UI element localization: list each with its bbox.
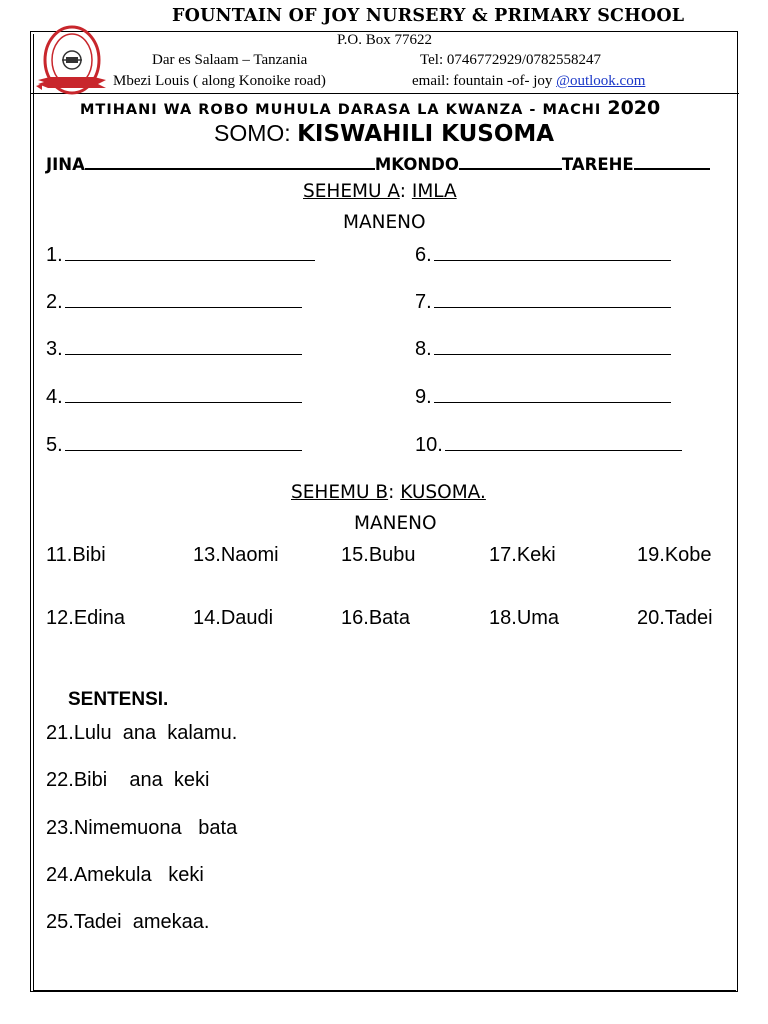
section-a-colon: : bbox=[399, 181, 412, 202]
sentence-number: 25. bbox=[46, 911, 74, 933]
word-text: Bata bbox=[368, 607, 410, 629]
dictation-item bbox=[415, 244, 671, 267]
word-text: Bibi bbox=[72, 544, 106, 566]
sentence-text: Lulu ana kalamu. bbox=[73, 722, 238, 744]
section-a-heading bbox=[303, 181, 457, 202]
section-a-title: IMLA bbox=[411, 181, 457, 202]
email-prefix: email: fountain -of- joy bbox=[412, 73, 557, 89]
word-number: 18. bbox=[489, 607, 517, 629]
word-text: Daudi bbox=[220, 607, 274, 629]
reading-word bbox=[46, 544, 106, 567]
dictation-item bbox=[415, 434, 682, 457]
word-number: 17. bbox=[489, 544, 517, 566]
section-b-subheading: MANENO bbox=[354, 513, 437, 534]
item-number: 4. bbox=[46, 386, 63, 408]
school-address: Mbezi Louis ( along Konoike road) bbox=[113, 73, 326, 89]
sentence-item bbox=[46, 911, 209, 934]
reading-word bbox=[489, 544, 556, 567]
subject-label: SOMO: bbox=[214, 120, 298, 146]
date-label: TAREHE bbox=[561, 155, 634, 174]
answer-line[interactable] bbox=[434, 291, 671, 308]
reading-word bbox=[489, 607, 559, 630]
item-number: 7. bbox=[415, 291, 432, 313]
item-number: 9. bbox=[415, 386, 432, 408]
sentence-number: 24. bbox=[46, 864, 74, 886]
exam-title-text: MTIHANI WA ROBO MUHULA DARASA LA KWANZA - MACHI bbox=[80, 102, 608, 118]
name-field[interactable] bbox=[85, 154, 375, 170]
word-text: Tadei bbox=[664, 607, 713, 629]
section-a-label: SEHEMU A bbox=[303, 181, 400, 202]
name-label: JINA bbox=[46, 155, 85, 174]
answer-line[interactable] bbox=[434, 386, 671, 403]
sentence-text: Tadei amekaa. bbox=[73, 911, 210, 933]
item-number: 10. bbox=[415, 434, 443, 456]
item-number: 2. bbox=[46, 291, 63, 313]
dictation-item bbox=[46, 386, 302, 409]
answer-line[interactable] bbox=[445, 434, 682, 451]
item-number: 5. bbox=[46, 434, 63, 456]
section-b-title: KUSOMA. bbox=[400, 482, 486, 503]
reading-word bbox=[193, 607, 273, 630]
word-number: 13. bbox=[193, 544, 221, 566]
word-text: Edina bbox=[73, 607, 125, 629]
dictation-item bbox=[46, 291, 302, 314]
school-location: Dar es Salaam – Tanzania bbox=[152, 52, 308, 68]
item-number: 1. bbox=[46, 244, 63, 266]
answer-line[interactable] bbox=[65, 386, 302, 403]
school-logo-icon bbox=[28, 20, 112, 104]
subject-line bbox=[214, 120, 554, 147]
dictation-item bbox=[415, 338, 671, 361]
sentence-number: 22. bbox=[46, 769, 74, 791]
subject-name: KISWAHILI KUSOMA bbox=[297, 121, 555, 147]
section-b-label: SEHEMU B bbox=[291, 482, 389, 503]
word-number: 11. bbox=[46, 544, 73, 566]
reading-word bbox=[341, 607, 410, 630]
sentence-text: Bibi ana keki bbox=[73, 769, 210, 791]
answer-line[interactable] bbox=[434, 338, 671, 355]
word-text: Kobe bbox=[664, 544, 712, 566]
exam-title bbox=[80, 97, 660, 119]
exam-year: 2020 bbox=[607, 97, 661, 119]
section-b-heading bbox=[291, 482, 486, 503]
page-border bbox=[30, 31, 738, 992]
answer-line[interactable] bbox=[65, 244, 315, 261]
answer-line[interactable] bbox=[65, 434, 302, 451]
answer-line[interactable] bbox=[65, 291, 302, 308]
answer-line[interactable] bbox=[434, 244, 671, 261]
dictation-item bbox=[46, 434, 302, 457]
school-phone: Tel: 0746772929/0782558247 bbox=[420, 52, 602, 68]
sentence-item bbox=[46, 864, 204, 887]
item-number: 8. bbox=[415, 338, 432, 360]
school-name: FOUNTAIN OF JOY NURSERY & PRIMARY SCHOOL bbox=[172, 6, 685, 26]
word-text: Uma bbox=[516, 607, 560, 629]
word-number: 14. bbox=[193, 607, 221, 629]
student-info-line bbox=[46, 154, 710, 174]
word-number: 15. bbox=[341, 544, 369, 566]
header-divider bbox=[31, 93, 739, 94]
sentence-item bbox=[46, 722, 237, 745]
po-box: P.O. Box 77622 bbox=[337, 32, 433, 48]
sentence-item bbox=[46, 769, 209, 792]
sentence-number: 21. bbox=[46, 722, 74, 744]
email-link[interactable]: @outlook.com bbox=[556, 73, 646, 89]
reading-word bbox=[637, 607, 713, 630]
item-number: 3. bbox=[46, 338, 63, 360]
word-text: Keki bbox=[516, 544, 556, 566]
date-field[interactable] bbox=[634, 154, 710, 170]
stream-field[interactable] bbox=[459, 154, 562, 170]
item-number: 6. bbox=[415, 244, 432, 266]
sentence-text: Nimemuona bata bbox=[73, 817, 238, 839]
sentence-number: 23. bbox=[46, 817, 74, 839]
answer-line[interactable] bbox=[65, 338, 302, 355]
dictation-item bbox=[46, 338, 302, 361]
word-number: 16. bbox=[341, 607, 369, 629]
section-a-subheading: MANENO bbox=[343, 212, 426, 233]
reading-word bbox=[193, 544, 279, 567]
stream-label: MKONDO bbox=[374, 155, 459, 174]
sentence-item bbox=[46, 817, 237, 840]
sentence-text: Amekula keki bbox=[73, 864, 204, 886]
reading-word bbox=[637, 544, 712, 567]
word-text: Naomi bbox=[220, 544, 279, 566]
dictation-item bbox=[415, 386, 671, 409]
reading-word bbox=[46, 607, 125, 630]
word-text: Bubu bbox=[368, 544, 416, 566]
word-number: 19. bbox=[637, 544, 665, 566]
school-email bbox=[412, 73, 645, 90]
reading-word bbox=[341, 544, 416, 567]
word-number: 12. bbox=[46, 607, 74, 629]
dictation-item bbox=[46, 244, 315, 267]
section-b-colon: : bbox=[388, 482, 401, 503]
sentences-heading: SENTENSI. bbox=[68, 689, 169, 710]
dictation-item bbox=[415, 291, 671, 314]
word-number: 20. bbox=[637, 607, 665, 629]
